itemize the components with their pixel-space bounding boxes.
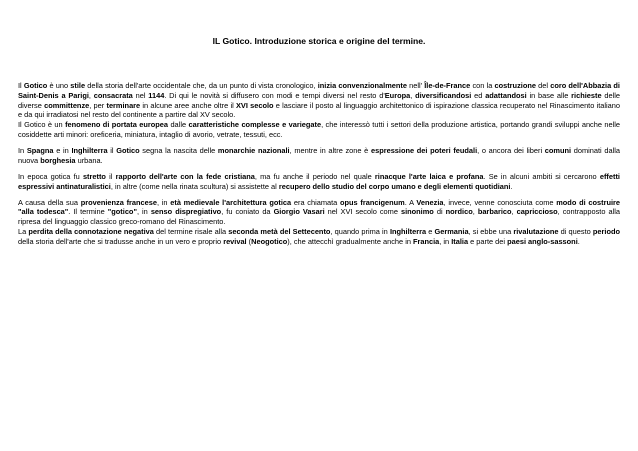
document-body	[18, 81, 620, 247]
text-run: dalle	[168, 120, 189, 130]
paragraph	[18, 227, 620, 247]
text-run: della storia dell'arte che si tradusse anche in un vero e proprio	[18, 236, 224, 246]
text-run: il	[105, 171, 116, 181]
text-run: , in altre (come nella rinata scultura) si assistette al	[110, 181, 279, 191]
text-run: . Il termine	[68, 207, 108, 217]
bold-text: Europa	[384, 90, 411, 100]
text-run: . A	[404, 197, 417, 207]
bold-text: stile	[70, 81, 86, 90]
text-run: , in	[136, 207, 151, 217]
bold-text: Inghilterra	[389, 226, 427, 236]
bold-text: paesi anglo-sassoni	[507, 236, 578, 246]
text-run: e in	[53, 145, 72, 155]
text-run: , mentre in altre zone è	[289, 145, 371, 155]
text-run: ,	[88, 90, 94, 100]
text-run: dominati dalla nuova	[18, 145, 620, 165]
bold-text: modo di costruire "alla todesca"	[18, 197, 620, 217]
bold-text: provenienza francese	[80, 197, 157, 207]
bold-text: l'architettura gotica	[222, 197, 292, 207]
text-run: . Di qui le novità si diffusero con modi e tempi diversi nel resto d'	[164, 90, 385, 100]
bold-text: committenze	[44, 100, 90, 110]
bold-text: caratteristiche complesse e variegate	[188, 120, 322, 130]
bold-text: "gotico"	[107, 207, 137, 217]
paragraph	[18, 146, 620, 166]
bold-text: Inghilterra	[71, 145, 108, 155]
text-run: e	[426, 226, 435, 236]
bold-text: età medievale	[170, 197, 220, 207]
text-run: di	[433, 207, 446, 217]
text-run: è uno	[47, 81, 71, 90]
bold-text: inizia convenzionalmente	[317, 81, 407, 90]
text-run: nel XVI secolo come	[324, 207, 401, 217]
paragraph	[18, 81, 620, 120]
text-run: segna la nascita delle	[139, 145, 218, 155]
text-run: ,	[472, 207, 478, 217]
bold-text: barbarico	[477, 207, 512, 217]
text-run: , ma fu anche il periodo nel quale	[254, 171, 375, 181]
text-run: ), che attecchì gradualmente anche in	[287, 236, 413, 246]
bold-text: opus francigenum	[340, 197, 405, 207]
text-run: con la	[470, 81, 495, 90]
text-run: ,	[410, 90, 416, 100]
text-run: e lasciare il posto al linguaggio architettonico di ispirazione classica recuperato nel Rinascimento italiano e da qui irradiatosi nel resto del continente a partire dal XV secolo.	[18, 100, 620, 120]
text-run: nell'	[406, 81, 425, 90]
text-run: e parte dei	[468, 236, 508, 246]
text-run: , quando prima in	[330, 226, 390, 236]
text-run: In epoca gotica fu	[18, 171, 83, 181]
text-run: , che interessò tutti i settori della produzione artistica, portando grandi sviluppi anche nelle cosiddette arti minori: oreficeria, miniatura, intaglio di avorio, vetrate, tessuti, ecc.	[18, 120, 621, 139]
bold-text: Venezia	[416, 197, 444, 207]
text-run: , si ebbe una	[468, 226, 514, 236]
bold-text: Spagna	[26, 145, 54, 155]
bold-text: effetti espressivi antinaturalistici	[18, 171, 620, 191]
text-run: in alcune aree anche oltre il	[140, 100, 236, 110]
bold-text: seconda metà del Settecento	[228, 226, 331, 236]
text-run: , per	[89, 100, 107, 110]
text-run: della storia dell'arte occidentale che, da un punto di vista cronologico,	[85, 81, 318, 90]
bold-text: recupero dello studio del corpo umano e degli elementi quotidiani	[278, 181, 511, 191]
bold-text: sinonimo	[400, 207, 434, 217]
paragraph	[18, 120, 620, 140]
text-run: delle diverse	[18, 90, 620, 110]
text-run: urbana.	[75, 155, 103, 165]
paragraph	[18, 198, 620, 227]
bold-text: XVI secolo	[235, 100, 274, 110]
text-run: . Se in alcuni ambiti si cercarono	[483, 171, 600, 181]
text-run: .	[510, 181, 513, 191]
text-run: , invece, venne conosciuta come	[443, 197, 557, 207]
text-run: A causa della sua	[18, 197, 81, 207]
bold-text: revival	[223, 236, 247, 246]
bold-text: capriccioso	[516, 207, 558, 217]
bold-text: richieste	[571, 90, 602, 100]
bold-text: monarchie nazionali	[217, 145, 290, 155]
text-run: di questo	[558, 226, 593, 236]
text-run: nel	[132, 90, 149, 100]
bold-text: Gotico	[116, 145, 140, 155]
bold-text: periodo	[592, 226, 620, 236]
text-run: La	[18, 226, 29, 236]
bold-text: rapporto dell'arte con la fede cristiana	[115, 171, 255, 181]
text-run: ,	[511, 207, 517, 217]
bold-text: rinacque l'arte laica e profana	[374, 171, 484, 181]
bold-text: terminare	[106, 100, 141, 110]
text-run: il	[107, 145, 117, 155]
text-run: , in	[439, 236, 452, 246]
bold-text: 1144	[148, 90, 165, 100]
bold-text: comuni	[544, 145, 572, 155]
text-run: In	[18, 145, 27, 155]
bold-text: Giorgio Vasari	[273, 207, 325, 217]
bold-text: Gotico	[23, 81, 48, 90]
text-run: in base alle	[526, 90, 572, 100]
text-run: del	[535, 81, 551, 90]
bold-text: stretto	[82, 171, 106, 181]
bold-text: Neogotico	[251, 236, 288, 246]
bold-text: coro dell'Abbazia di Saint-Denis a Parigi	[18, 81, 620, 100]
bold-text: Île-de-France	[424, 81, 471, 90]
bold-text: nordico	[445, 207, 473, 217]
bold-text: espressione dei poteri feudali	[370, 145, 478, 155]
document-title: IL Gotico. Introduzione storica e origine del termine.	[212, 36, 426, 46]
text-run: era chiamata	[291, 197, 341, 207]
text-run: Il Gotico è un	[18, 120, 66, 130]
text-run: , in	[156, 197, 171, 207]
text-run: ed	[471, 90, 486, 100]
text-run: , contrapposto alla ripresa del linguaggio classico greco-romano del Rinascimento.	[18, 207, 620, 227]
bold-text: Italia	[451, 236, 469, 246]
text-run: del termine risale alla	[153, 226, 229, 236]
bold-text: fenomeno di portata europea	[65, 120, 169, 130]
paragraph	[18, 172, 620, 192]
bold-text: Germania	[434, 226, 469, 236]
bold-text: perdita della connotazione negativa	[28, 226, 154, 236]
bold-text: senso dispregiativo	[150, 207, 222, 217]
bold-text: costruzione	[494, 81, 536, 90]
text-run: (	[246, 236, 252, 246]
bold-text: adattandosi	[485, 90, 527, 100]
bold-text: diversificandosi	[415, 90, 472, 100]
bold-text: consacrata	[93, 90, 133, 100]
text-run: Il	[18, 81, 24, 90]
bold-text: rivalutazione	[513, 226, 559, 236]
bold-text: Francia	[413, 236, 440, 246]
bold-text: borghesia	[40, 155, 76, 165]
text-run: , o ancora dei liberi	[477, 145, 545, 155]
text-run: .	[577, 236, 580, 246]
text-run: , fu coniato da	[221, 207, 274, 217]
